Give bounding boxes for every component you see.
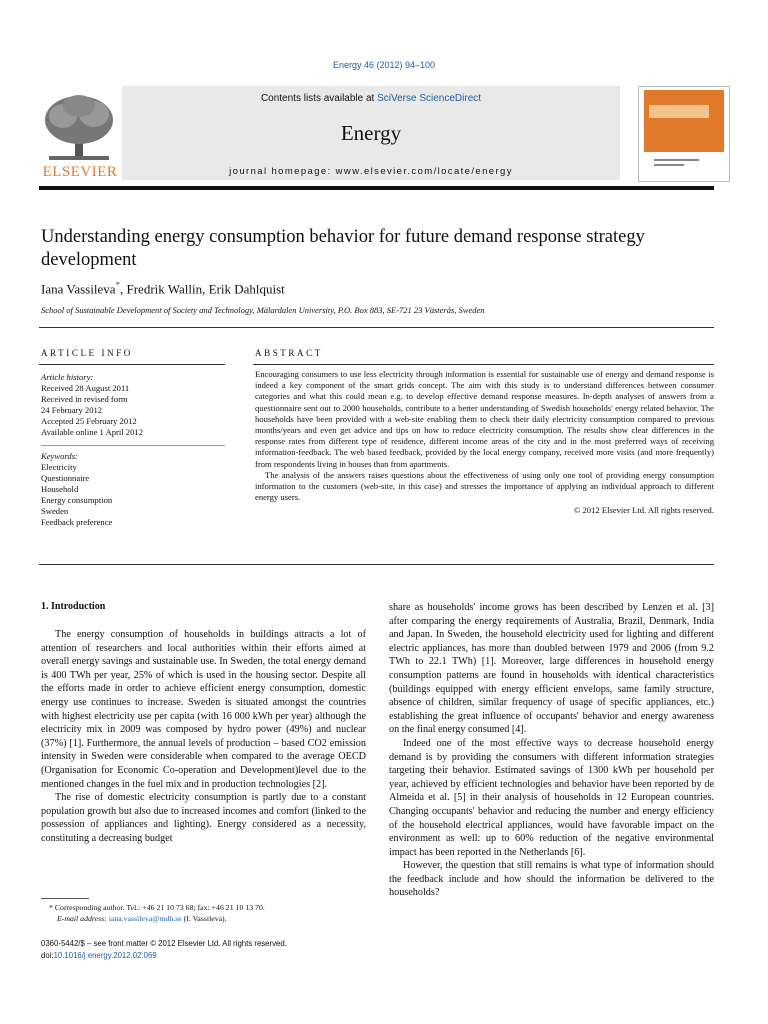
- history-item: Accepted 25 February 2012: [41, 416, 137, 426]
- abstract-paragraph: Encouraging consumers to use less electricity through information is essential for sustainable use of energy and demand response is indeed a key component of the smart grids concept. The aim with this study is to understand differences between consumer categories and what this could mean e.g. to develop effective demand response measures. In-depth analyses of answers from a questionnaire sent out to 2000 households, contribute to a better understanding of Swedish households' energy related behavior. The households have been provided with a web-site enabling them to check their daily electricity consumption compared to previous months/years and even get advice and tips on how to reduce electricity consumption. The results show clear differences in the response rates from different type of residence, different income areas of the city and in the most preferred ways of receiving information-feedback. The web based feedback, provided by the local energy company, received more visits (and more frequently) from respondents living in houses than from apartments.: [255, 369, 714, 469]
- abstract-body: [255, 369, 714, 517]
- keywords-title: Keywords:: [41, 451, 78, 461]
- divider: [41, 445, 225, 446]
- history-title: Article history:: [41, 372, 94, 382]
- copyright: © 2012 Elsevier Ltd. All rights reserved.: [573, 505, 714, 516]
- article-title: Understanding energy consumption behavior for future demand response strategy development: [41, 227, 645, 270]
- cover-art: [644, 90, 724, 152]
- journal-homepage[interactable]: journal homepage: www.elsevier.com/locate/energy: [229, 166, 513, 177]
- footnote-rule: [41, 898, 89, 899]
- body-column-right: [389, 601, 714, 900]
- corresponding-author-note: * Corresponding author. Tel.: +46 21 10 73 68; fax: +46 21 10 13 70.: [49, 903, 265, 912]
- issn-line: 0360-5442/$ – see front matter © 2012 Elsevier Ltd. All rights reserved.: [41, 939, 287, 948]
- corresponding-author-mark[interactable]: *: [115, 280, 120, 290]
- journal-reference[interactable]: Energy 46 (2012) 94–100: [332, 60, 436, 70]
- publisher-name: ELSEVIER: [42, 164, 118, 180]
- history-item: Received in revised form: [41, 394, 128, 404]
- keyword: Questionnaire: [41, 473, 90, 483]
- article-info: [41, 372, 221, 528]
- abstract-paragraph: The analysis of the answers raises questions about the effectiveness of using only one tool of providing energy consumption information to the customers (web-site, in this case) and stresses the importance of applying an individual approach to different energy users.: [255, 469, 714, 503]
- email-link[interactable]: iana.vassileva@mdh.se: [108, 913, 182, 923]
- keyword: Feedback preference: [41, 517, 113, 527]
- divider: [39, 364, 225, 365]
- sciencedirect-link[interactable]: SciVerse ScienceDirect: [377, 93, 482, 104]
- header-rule: [39, 186, 714, 190]
- affiliation: School of Sustainable Development of Society and Technology, Mälardalen University, P.O. Box 883, SE-721 23 Västerås, Sweden: [41, 305, 485, 315]
- body-paragraph: Indeed one of the most effective ways to decrease household energy demand is by providing the consumers with different information strategies targeting their behavior. Estimated savings of 1300 kWh per household per year, achieved by efficient technologies and behavior have been reported by de Almeida et al. [5] in their analysis of households in 12 European countries. Changing occupants' behavior and reducing the number and energy efficiency of the household electrical appliances, would have favorable impact on the environment as well: up to 60% reduction of the negative environmental impact has been reported in the Netherlands [6].: [389, 737, 714, 858]
- page-footer: 0360-5442/$ – see front matter © 2012 Elsevier Ltd. All rights reserved. doi:10.1016/j.energy.2012.02.069: [41, 939, 287, 960]
- body-paragraph: However, the question that still remains is what type of information should the feedback include and how should the information be delivered to the households?: [389, 860, 714, 899]
- elsevier-logo: [39, 90, 121, 182]
- journal-name: Energy: [340, 121, 402, 145]
- divider: [39, 327, 714, 328]
- keyword: Sweden: [41, 506, 69, 516]
- keyword: Electricity: [41, 462, 77, 472]
- keyword: Household: [41, 484, 79, 494]
- body-paragraph: The rise of domestic electricity consumption is partly due to a constant population growth but also due to increased incomes and comfort (linked to the possession of appliances and lighting). Energy considered as a necessity, constituting a decreasing budget: [41, 792, 366, 844]
- doi-link[interactable]: 10.1016/j.energy.2012.02.069: [53, 950, 157, 960]
- keyword: Energy consumption: [41, 495, 113, 505]
- history-item: Available online 1 April 2012: [41, 427, 143, 437]
- history-item: Received 28 August 2011: [41, 383, 130, 393]
- abstract-heading: ABSTRACT: [255, 348, 323, 358]
- section-heading-introduction: 1. Introduction: [41, 601, 106, 612]
- cover-banner: [649, 105, 709, 118]
- author-list: Iana Vassileva*, Fredrik Wallin, Erik Dahlquist: [41, 280, 285, 297]
- history-item: 24 February 2012: [41, 405, 103, 415]
- journal-header: [122, 86, 620, 180]
- article-info-heading: ARTICLE INFO: [41, 348, 133, 358]
- journal-cover-thumbnail: [638, 86, 730, 182]
- footnote: * Corresponding author. Tel.: +46 21 10 73 68; fax: +46 21 10 13 70. E-mail address: iana.vassileva@mdh.se (I. Vassileva).: [41, 903, 371, 924]
- body-column-left: [41, 628, 366, 846]
- body-paragraph: The energy consumption of households in buildings attracts a lot of attention of researchers and local authorities within their efforts aimed at overall energy savings and sustainable use. In Sweden, the total energy demand is 400 TWh per year, 25% of which is used in the housing sector. Despite all the efforts made in order to achieve efficient energy consumption, domestic energy use continues to increase. Sweden is situated amongst the countries with highest electricity use per capita (with 16 000 kWh per year) although the electricity mix in 2009 was composed by hydro power (49%) and nuclear (37%) [1]. Furthermore, the annual levels of production – based CO2 emission intensity in Sweden were considerable when compared to the average OECD (Organisation for Economic Co-operation and Development)level due to the mentioned changes in the fuel mix and in production technologies [2].: [41, 629, 366, 790]
- divider: [253, 364, 714, 365]
- body-paragraph: share as households' income grows has been described by Lenzen et al. [3] after comparing the energy requirements of Australia, Brazil, Denmark, India and Japan. In Sweden, the household electricity used for lighting and different electric appliances, has more than doubled between 1979 and 2006 (from 9.2 TWh to 22.1 TWh) [1]. Moreover, large differences in household energy consumption patterns are found in households with identical characteristics (buildings equipped with energy efficient envelops, same family structure, absence of children, similar frequency of usage of specific appliances, etc.) establishing the great influence of occupants' behavior and energy awareness on the final energy consumed [4].: [389, 602, 714, 736]
- contents-line: Contents lists available at SciVerse ScienceDirect: [260, 93, 482, 104]
- divider: [39, 564, 714, 565]
